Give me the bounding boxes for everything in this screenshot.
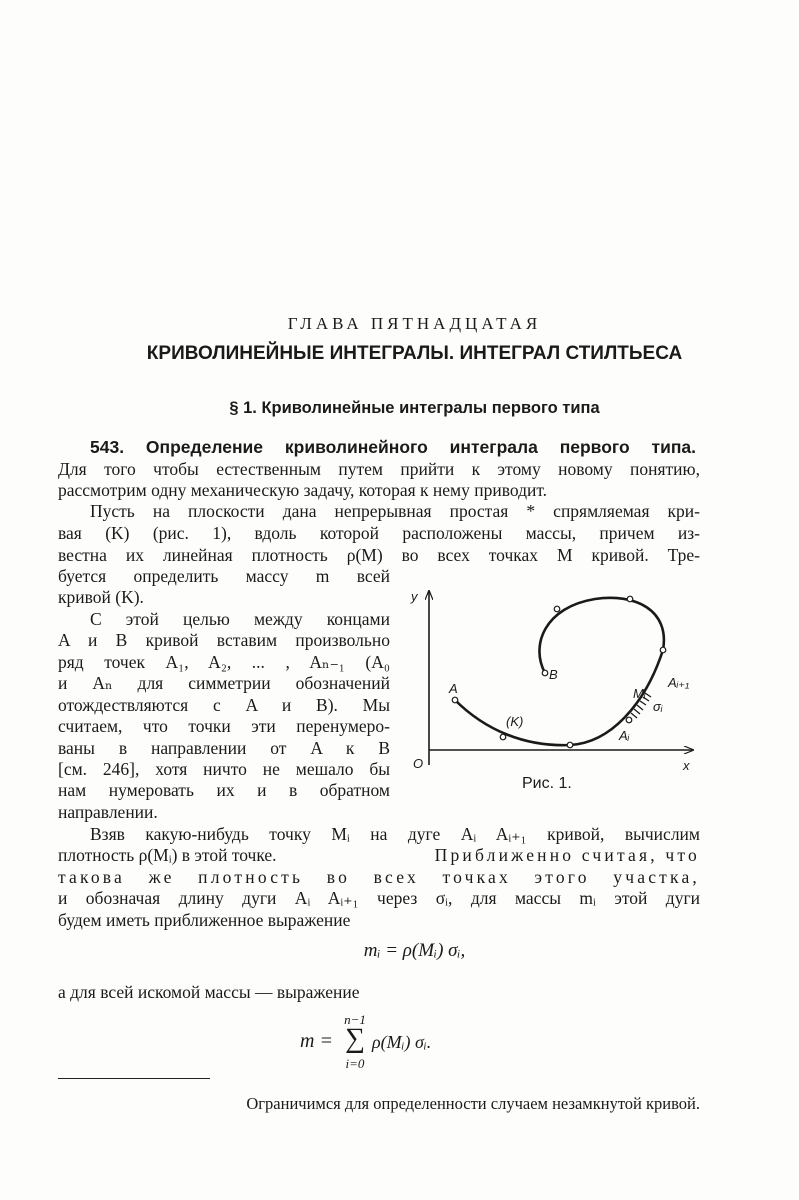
sum-sign: ∑ bbox=[345, 1023, 365, 1054]
point-a-marker bbox=[452, 697, 458, 703]
point-ai-marker bbox=[626, 717, 632, 723]
point-mi-label: Mᵢ bbox=[633, 686, 646, 701]
footnote: Ограничимся для определенности случаем незамкнутой кривой. bbox=[246, 1094, 700, 1113]
text-line: ваны в направлении от A к B bbox=[58, 738, 390, 758]
text-line: отождествляются с A и B). Мы bbox=[58, 695, 390, 715]
curve-figure bbox=[405, 585, 705, 775]
chapter-title: КРИВОЛИНЕЙНЫЕ ИНТЕГРАЛЫ. ИНТЕГРАЛ СТИЛТЬЕСА bbox=[146, 343, 683, 364]
text-line: Взяв какую-нибудь точку Mᵢ на дуге Aᵢ Aᵢ₊₁ кривой, вычислим bbox=[90, 824, 700, 844]
section-title: § 1. Криволинейные интегралы первого типа bbox=[229, 399, 600, 417]
sum-upper-limit: n−1 bbox=[344, 1012, 366, 1027]
text-line bbox=[58, 845, 700, 867]
point-ai-label: Aᵢ bbox=[619, 728, 630, 743]
curve-label: (K) bbox=[506, 714, 524, 729]
text-line: вая (K) (рис. 1), вдоль которой расположены массы, причем из- bbox=[58, 523, 700, 543]
text-line: и Aₙ для симметрии обозначений bbox=[58, 673, 390, 693]
text-line: С этой целью между концами bbox=[90, 609, 390, 629]
formula-mass-element: mᵢ = ρ(Mᵢ) σᵢ, bbox=[363, 940, 466, 961]
point-a-label: A bbox=[449, 681, 458, 696]
curve-point-marker bbox=[554, 606, 560, 612]
curve-point-marker bbox=[500, 734, 506, 740]
formula-total-mass bbox=[300, 1012, 500, 1082]
text-line: направлении. bbox=[58, 802, 158, 822]
text-line: буется определить массу m всей bbox=[58, 566, 390, 586]
text-line: кривой (K). bbox=[58, 587, 144, 607]
sigma-label: σᵢ bbox=[653, 699, 663, 714]
origin-label: O bbox=[413, 756, 424, 771]
point-ai1-label: Aᵢ₊₁ bbox=[668, 675, 690, 690]
text-line: Пусть на плоскости дана непрерывная простая * спрямляемая кри- bbox=[90, 501, 700, 521]
formula-lhs: m = bbox=[300, 1030, 333, 1052]
text-line: будем иметь приближенное выражение bbox=[58, 910, 351, 930]
curve-point-marker bbox=[567, 742, 573, 748]
paragraph-heading: 543. Определение криволинейного интеграла первого типа. bbox=[90, 437, 696, 457]
point-ai1-marker bbox=[660, 647, 666, 653]
figure-caption: Рис. 1. bbox=[522, 775, 572, 792]
text-line: нам нумеровать их и в обратном bbox=[58, 780, 390, 800]
text-line: а для всей искомой массы — выражение bbox=[58, 982, 360, 1002]
curve-k bbox=[455, 598, 664, 745]
y-axis-label: y bbox=[411, 589, 418, 604]
sum-lower-limit: i=0 bbox=[345, 1056, 365, 1071]
text-segment: плотность ρ(Mᵢ) в этой точке. bbox=[58, 845, 277, 865]
point-b-label: B bbox=[549, 667, 558, 682]
text-line: [см. 246], хотя ничто не мешало бы bbox=[58, 759, 390, 779]
text-line: рассмотрим одну механическую задачу, которая к нему приводит. bbox=[58, 480, 548, 500]
text-line: вестна их линейная плотность ρ(M) во всех точках M кривой. Тре- bbox=[58, 545, 700, 565]
text-line: Для того чтобы естественным путем прийти к этому новому понятию, bbox=[58, 459, 700, 479]
point-b-marker bbox=[542, 670, 548, 676]
formula-rhs: ρ(Mᵢ) σᵢ. bbox=[372, 1032, 432, 1052]
footnote-divider bbox=[58, 1078, 210, 1079]
chapter-label: ГЛАВА ПЯТНАДЦАТАЯ bbox=[287, 314, 542, 333]
text-line: ряд точек A₁, A₂, ... , Aₙ₋₁ (A₀ bbox=[58, 652, 390, 672]
text-line: такова же плотность во всех точках этого участка, bbox=[58, 867, 700, 887]
text-line: считаем, что точки эти перенумеро- bbox=[58, 716, 390, 736]
text-line: A и B кривой вставим произвольно bbox=[58, 630, 390, 650]
curve-point-marker bbox=[627, 596, 633, 602]
text-line: и обозначая длину дуги Aᵢ Aᵢ₊₁ через σᵢ, для массы mᵢ этой дуги bbox=[58, 888, 700, 908]
spaced-text-segment: Приближенно считая, что bbox=[434, 845, 700, 865]
x-axis-label: x bbox=[683, 758, 690, 773]
